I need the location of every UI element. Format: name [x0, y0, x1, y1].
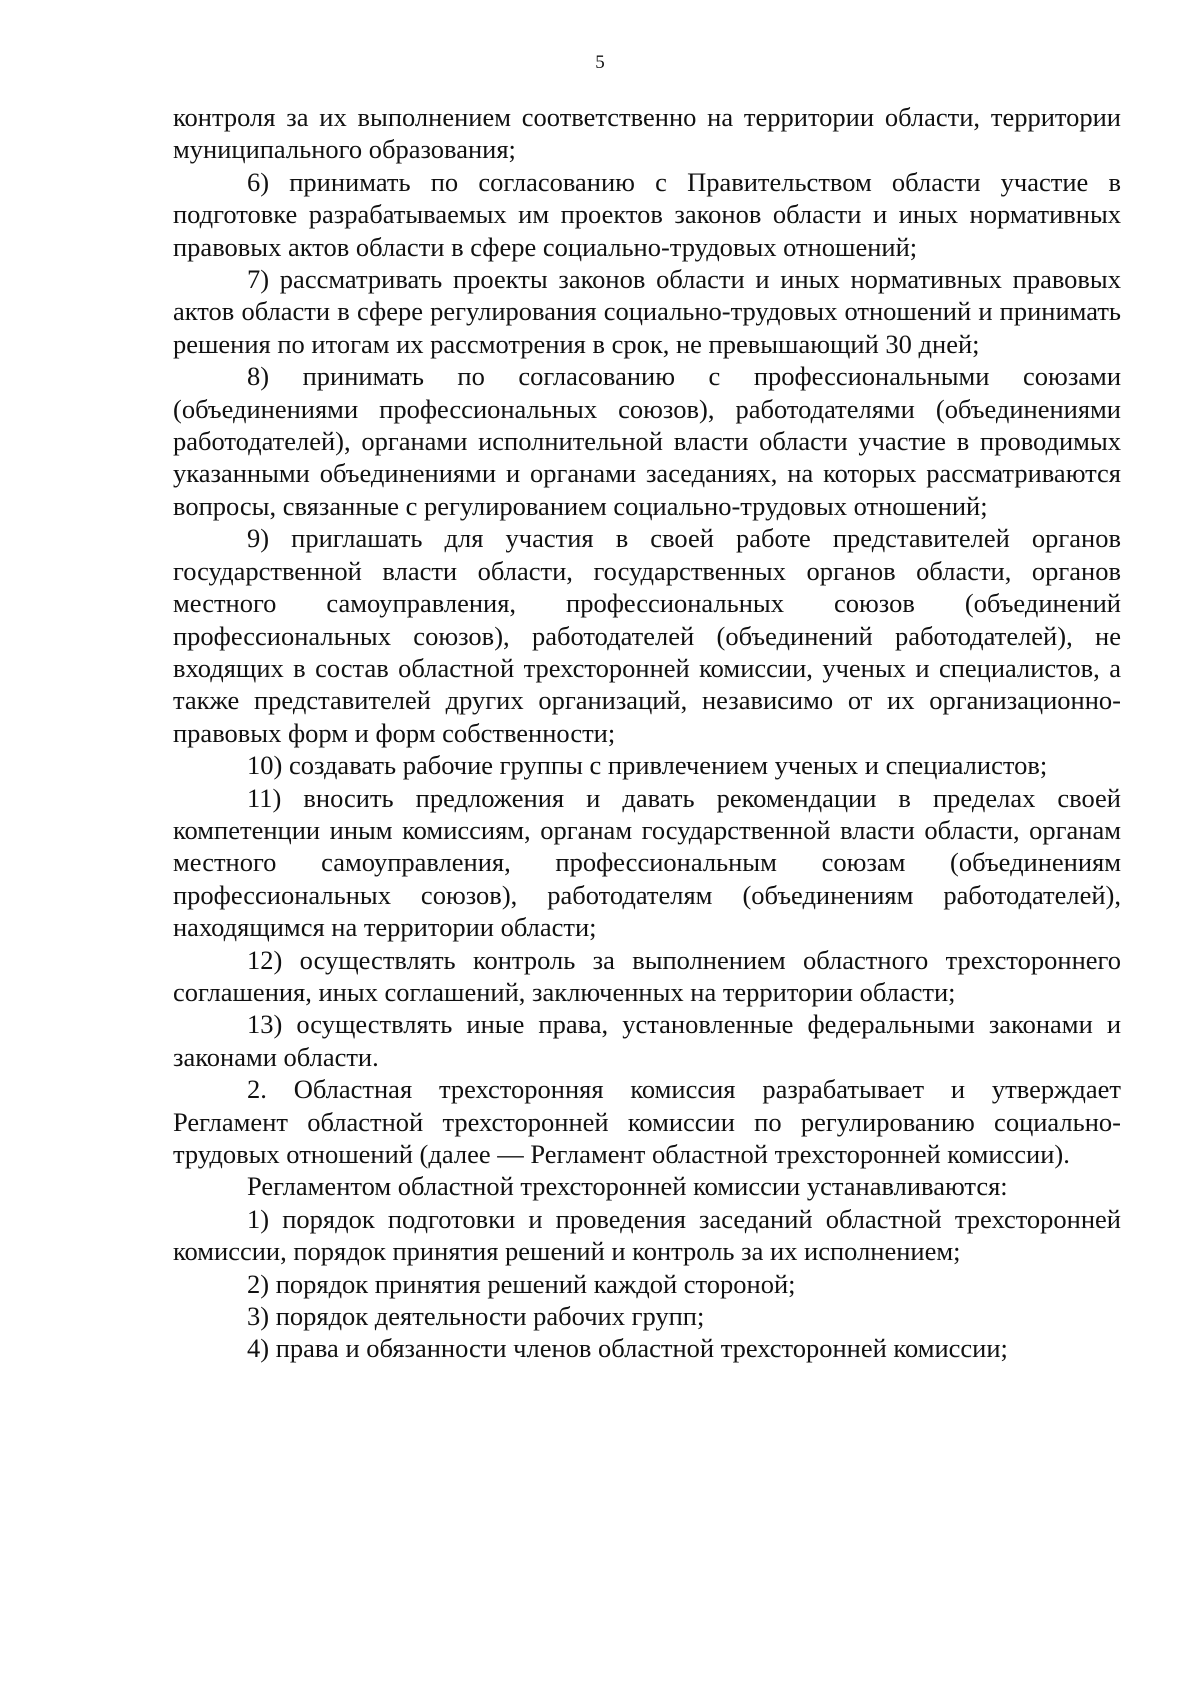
paragraph-item-13: 13) осуществлять иные права, установленные федеральными законами и законами области.: [173, 1009, 1121, 1072]
paragraph-item-7: 7) рассматривать проекты законов области и иных нормативных правовых актов области в сфере регулирования социально-трудовых отношений и принимать решения по итогам их рассмотрения в срок, не превышающий 30 дней;: [173, 264, 1121, 359]
document-body: [173, 101, 1121, 1365]
paragraph-item-12: 12) осуществлять контроль за выполнением областного трехстороннего соглашения, иных соглашений, заключенных на территории области;: [173, 944, 1121, 1007]
paragraph-regulation-item-1: 1) порядок подготовки и проведения заседаний областной трехсторонней комиссии, порядок принятия решений и контроль за их исполнением;: [173, 1203, 1121, 1267]
paragraph-item-8: 8) принимать по согласованию с профессиональными союзами (объединениями профессиональных союзов), работодателями (объединениями работодателей), органами исполнительной власти области участие в проводимых указанными объединениями и органами заседаниях, на которых рассматриваются вопросы, связанные с регулированием социально-трудовых отношений;: [173, 361, 1121, 521]
paragraph-regulation-item-3: 3) порядок деятельности рабочих групп;: [247, 1301, 705, 1332]
paragraph-item-10: 10) создавать рабочие группы с привлечением ученых и специалистов;: [247, 750, 1048, 781]
paragraph-section-2: 2. Областная трехсторонняя комиссия разрабатывает и утверждает Регламент областной трехсторонней комиссии по регулированию социально-трудовых отношений (далее — Регламент областной трехсторонней комиссии).: [173, 1074, 1121, 1169]
paragraph-regulation-intro: Регламентом областной трехсторонней комиссии устанавливаются:: [247, 1171, 1008, 1202]
page-number: 5: [595, 52, 605, 73]
paragraph-item-11: 11) вносить предложения и давать рекомендации в пределах своей компетенции иным комиссиям, органам государственной власти области, органам местного самоуправления, профессиональным союзам (объединениям профессиональных союзов), работодателям (объединениям работодателей), находящимся на территории области;: [173, 782, 1121, 943]
paragraph-regulation-item-4: 4) права и обязанности членов областной трехсторонней комиссии;: [247, 1333, 1008, 1364]
paragraph-item-9: 9) приглашать для участия в своей работе представителей органов государственной власти области, государственных органов области, органов местного самоуправления, профессиональных союзов (объединений профессиональных союзов), работодателей (объединений работодателей), не входящих в состав областной трехсторонней комиссии, ученых и специалистов, а также представителей других организаций, независимо от их организационно-правовых форм и форм собственности;: [173, 523, 1121, 748]
paragraph-item-6: 6) принимать по согласованию с Правительством области участие в подготовке разрабатываемых им проектов законов области и иных нормативных правовых актов области в сфере социально-трудовых отношений;: [173, 166, 1121, 262]
paragraph-regulation-item-2: 2) порядок принятия решений каждой стороной;: [247, 1268, 796, 1299]
paragraph-continuation: контроля за их выполнением соответственно на территории области, территории муниципального образования;: [173, 102, 1121, 165]
